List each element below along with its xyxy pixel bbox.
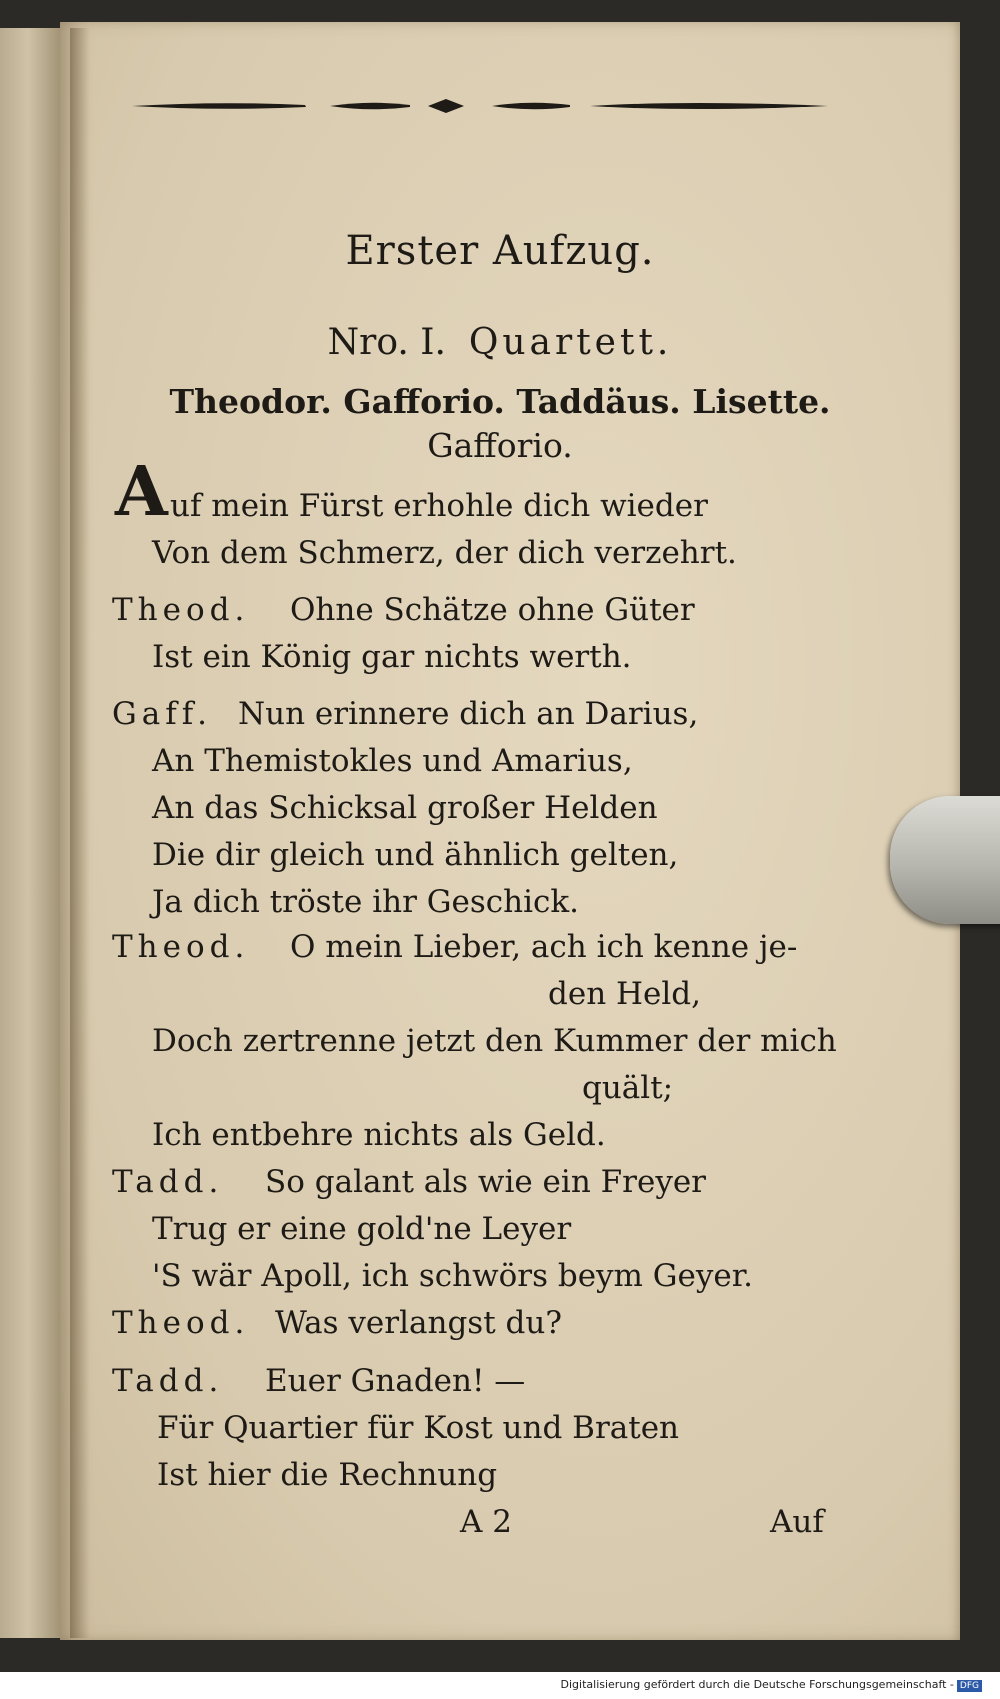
verse-line: Die dir gleich und ähnlich gelten, bbox=[152, 837, 679, 873]
drop-cap: A bbox=[115, 452, 168, 532]
verse-line: quält; bbox=[582, 1070, 674, 1106]
verse-line: Nun erinnere dich an Darius, bbox=[238, 696, 699, 732]
verse-line: Ohne Schätze ohne Güter bbox=[290, 592, 695, 628]
signature-mark: A 2 bbox=[460, 1504, 512, 1540]
speaker-label: Theod. bbox=[112, 1305, 250, 1341]
form-label: Quartett. bbox=[468, 322, 673, 363]
number-heading bbox=[0, 322, 1000, 363]
verse-line: Von dem Schmerz, der dich verzehrt. bbox=[152, 535, 737, 571]
speaker-label: Theod. bbox=[112, 929, 250, 965]
verse-line: Trug er eine gold'ne Leyer bbox=[152, 1211, 572, 1247]
catchword: Auf bbox=[770, 1504, 824, 1540]
ornamental-rule bbox=[130, 96, 830, 116]
verse-line: den Held, bbox=[548, 976, 702, 1012]
number-label: Nro. I. bbox=[327, 322, 446, 363]
verse-line: Euer Gnaden! — bbox=[265, 1363, 526, 1399]
verse-line: Für Quartier für Kost und Braten bbox=[157, 1410, 680, 1446]
verse-line: Ist hier die Rechnung bbox=[157, 1457, 498, 1493]
credit-text: Digitalisierung gefördert durch die Deutsche Forschungsgemeinschaft - bbox=[560, 1678, 954, 1691]
speaker-label: Gaff. bbox=[112, 696, 212, 732]
verse-line: Doch zertrenne jetzt den Kummer der mich bbox=[152, 1023, 837, 1059]
act-title: Erster Aufzug. bbox=[345, 228, 655, 274]
verse-line: Was verlangst du? bbox=[275, 1305, 562, 1341]
first-singer: Gafforio. bbox=[427, 426, 573, 465]
dfg-logo: DFG bbox=[957, 1680, 982, 1692]
verse-line: uf mein Fürst erhohle dich wieder bbox=[170, 488, 708, 524]
verse-line: An das Schicksal großer Helden bbox=[152, 790, 658, 826]
verse-line: O mein Lieber, ach ich kenne je- bbox=[290, 929, 798, 965]
speaker-label: Tadd. bbox=[112, 1363, 224, 1399]
cast-list: Theodor. Gafforio. Taddäus. Lisette. bbox=[169, 382, 831, 421]
speaker-label: Tadd. bbox=[112, 1164, 224, 1200]
page-holder-clip bbox=[890, 796, 1000, 924]
speaker-label: Theod. bbox=[112, 592, 250, 628]
digitization-credit bbox=[561, 1678, 982, 1692]
verse-line: Ich entbehre nichts als Geld. bbox=[152, 1117, 606, 1153]
verse-line: 'S wär Apoll, ich schwörs beym Geyer. bbox=[152, 1258, 754, 1294]
verse-line: An Themistokles und Amarius, bbox=[152, 743, 633, 779]
verse-line: So galant als wie ein Freyer bbox=[265, 1164, 706, 1200]
verse-line: Ist ein König gar nichts werth. bbox=[152, 639, 632, 675]
verse-line: Ja dich tröste ihr Geschick. bbox=[152, 884, 580, 920]
